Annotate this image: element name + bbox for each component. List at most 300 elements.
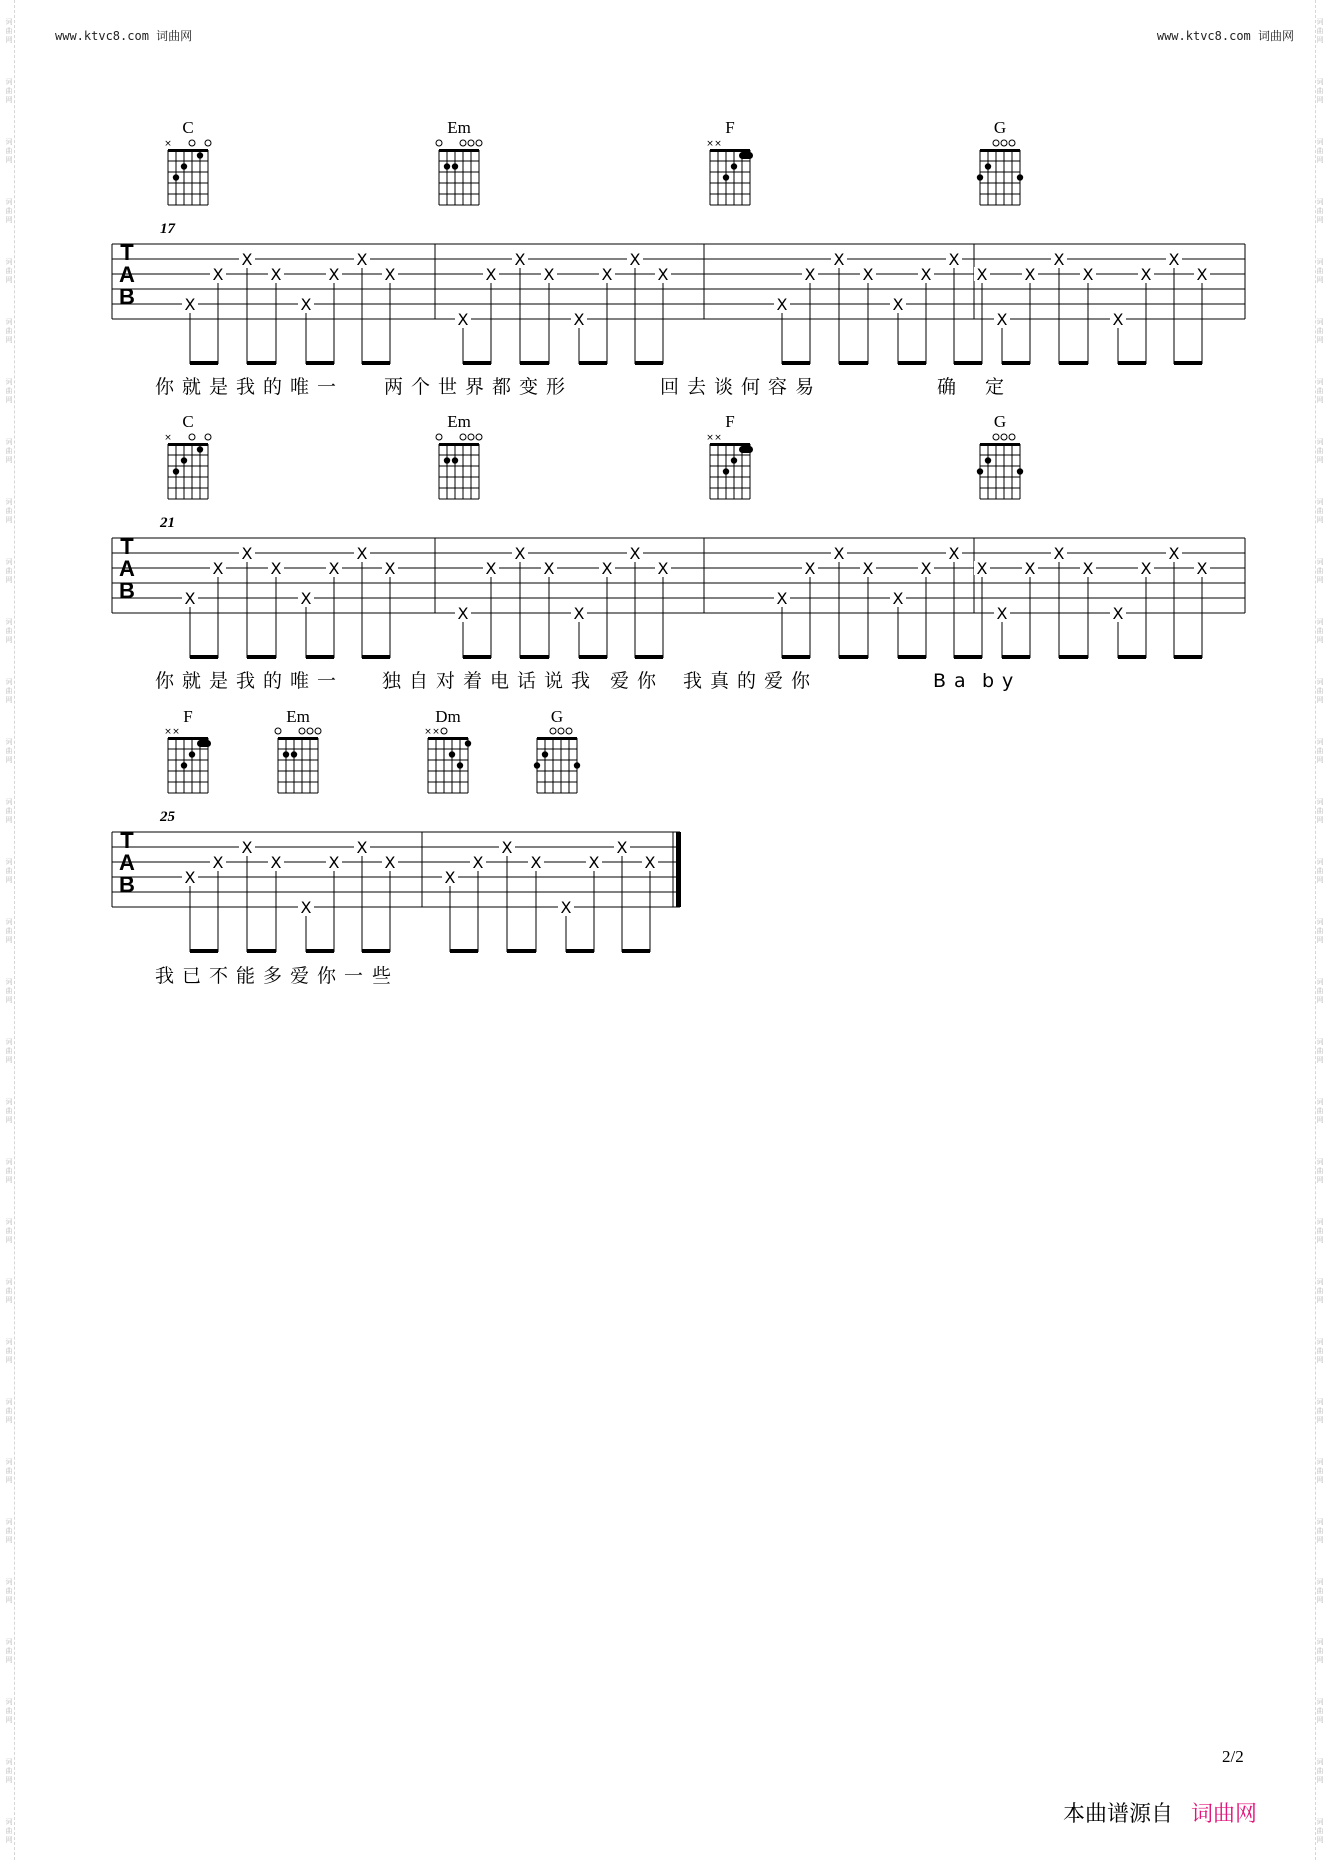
chord-mute-marker: × — [706, 433, 714, 443]
tab-note: X — [1112, 310, 1124, 329]
chord-finger-dot — [542, 751, 548, 757]
chord-open-marker — [275, 728, 281, 734]
chord-finger-dot — [977, 174, 983, 180]
watermark-text: 词 曲 网 — [5, 378, 13, 404]
eighth-beam — [1059, 361, 1088, 365]
watermark-text: 词 曲 网 — [1316, 1758, 1324, 1784]
chord-finger-dot — [189, 751, 195, 757]
chord-open-marker — [476, 140, 482, 146]
lyric-text: 两个世界都变形 — [384, 376, 574, 398]
watermark-text: 词 曲 网 — [5, 78, 13, 104]
source-credit — [1063, 1797, 1257, 1828]
lyric-text: 我已不能多爱你一 — [155, 965, 372, 987]
tab-clef-letter: A — [119, 850, 135, 875]
chord-open-marker — [566, 728, 572, 734]
watermark-text: 词 曲 网 — [5, 738, 13, 764]
tab-note: X — [457, 604, 469, 623]
watermark-text: 词 曲 网 — [1316, 1278, 1324, 1304]
eighth-beam — [566, 949, 594, 953]
eighth-beam — [507, 949, 536, 953]
tab-note: X — [1112, 604, 1124, 623]
watermark-text: 词 曲 网 — [5, 1278, 13, 1304]
eighth-beam — [579, 655, 607, 659]
measure-number: 17 — [160, 221, 175, 237]
tab-note: X — [948, 544, 960, 563]
chord-name: F — [725, 412, 735, 431]
tab-note: X — [356, 838, 368, 857]
eighth-beam — [1118, 655, 1146, 659]
eighth-beam — [635, 361, 663, 365]
tab-note: X — [1168, 544, 1180, 563]
tab-note: X — [485, 559, 497, 578]
tab-note: X — [1196, 265, 1208, 284]
watermark-text: 词 曲 网 — [1316, 918, 1324, 944]
tab-note: X — [356, 544, 368, 563]
eighth-beam — [782, 655, 810, 659]
chord-open-marker — [460, 434, 466, 440]
lyric-text: 回去谈何容易 — [660, 376, 823, 398]
watermark-text: 词 曲 网 — [1316, 258, 1324, 284]
tab-note: X — [241, 250, 253, 269]
eighth-beam — [1118, 361, 1146, 365]
watermark-text: 词 曲 网 — [5, 318, 13, 344]
chord-nut — [710, 149, 750, 152]
chord-name: F — [725, 118, 735, 137]
tab-note: X — [629, 544, 641, 563]
tab-note: X — [212, 853, 224, 872]
chord-open-marker — [993, 140, 999, 146]
eighth-beam — [954, 655, 982, 659]
watermark-text: 词 曲 网 — [5, 1038, 13, 1064]
chord-finger-dot — [173, 174, 179, 180]
watermark-text: 词 曲 网 — [5, 1158, 13, 1184]
watermark-text: 词 曲 网 — [1316, 138, 1324, 164]
chord-finger-dot — [1017, 468, 1023, 474]
lyric-text: 你就是我的唯一 — [155, 670, 345, 692]
chord-finger-dot — [291, 751, 297, 757]
watermark-text: 词 曲 网 — [5, 1818, 13, 1844]
chord-open-marker — [1009, 434, 1015, 440]
tab-note: X — [1168, 250, 1180, 269]
tab-note: X — [892, 589, 904, 608]
eighth-beam — [463, 655, 491, 659]
tab-clef-letter: B — [119, 578, 135, 603]
eighth-beam — [622, 949, 650, 953]
watermark-text: 词 曲 网 — [5, 1338, 13, 1364]
tab-note: X — [920, 265, 932, 284]
eighth-beam — [463, 361, 491, 365]
eighth-beam — [898, 655, 926, 659]
tab-clef-letter: A — [119, 556, 135, 581]
chord-nut — [980, 443, 1020, 446]
watermark-text: 词 曲 网 — [1316, 318, 1324, 344]
eighth-beam — [362, 949, 390, 953]
final-thick-barline — [676, 832, 681, 907]
tab-note: X — [300, 589, 312, 608]
chord-open-marker — [1009, 140, 1015, 146]
tab-note: X — [241, 544, 253, 563]
watermark-text: 词 曲 网 — [5, 1638, 13, 1664]
chord-open-marker — [205, 140, 211, 146]
watermark-text: 词 曲 网 — [1316, 18, 1324, 44]
chord-name: G — [550, 707, 564, 726]
chord-open-marker — [993, 434, 999, 440]
watermark-text: 词 曲 网 — [1316, 798, 1324, 824]
chord-name: G — [993, 412, 1007, 431]
lyric-text: 独自对着电话说我 — [382, 670, 599, 692]
eighth-beam — [1174, 655, 1202, 659]
tab-note: X — [1053, 250, 1065, 269]
chord-open-marker — [189, 140, 195, 146]
chord-finger-dot — [457, 762, 463, 768]
chord-mute-marker: × — [432, 727, 440, 737]
chord-nut — [439, 149, 479, 152]
chord-nut — [428, 737, 468, 740]
watermark-text: 词 曲 网 — [5, 678, 13, 704]
tab-note: X — [833, 250, 845, 269]
chord-mute-marker: × — [714, 139, 722, 149]
chord-finger-dot — [977, 468, 983, 474]
measure-number: 21 — [160, 515, 175, 531]
tab-note: X — [444, 868, 456, 887]
eighth-beam — [1002, 655, 1030, 659]
chord-finger-dot — [1017, 174, 1023, 180]
eighth-beam — [306, 361, 334, 365]
tab-note: X — [996, 310, 1008, 329]
chord-mute-marker: × — [164, 433, 172, 443]
watermark-text: 词 曲 网 — [5, 1218, 13, 1244]
watermark-text: 词 曲 网 — [5, 1098, 13, 1124]
tab-note: X — [184, 295, 196, 314]
chord-name: F — [183, 707, 193, 726]
chord-finger-dot — [283, 751, 289, 757]
tab-note: X — [1196, 559, 1208, 578]
chord-mute-marker: × — [172, 727, 180, 737]
tab-note: X — [560, 898, 572, 917]
chord-finger-dot — [574, 762, 580, 768]
eighth-beam — [1174, 361, 1202, 365]
chord-nut — [168, 737, 208, 740]
tab-note: X — [270, 265, 282, 284]
tab-note: X — [601, 559, 613, 578]
chord-finger-dot — [197, 446, 203, 452]
eighth-beam — [247, 361, 276, 365]
chord-finger-dot — [731, 457, 737, 463]
watermark-text: 词 曲 网 — [5, 1698, 13, 1724]
chord-nut — [278, 737, 318, 740]
tab-note: X — [976, 559, 988, 578]
tab-note: X — [601, 265, 613, 284]
eighth-beam — [450, 949, 478, 953]
watermark-text: 词 曲 网 — [1316, 378, 1324, 404]
tab-note: X — [1024, 559, 1036, 578]
chord-nut — [710, 443, 750, 446]
lyric-text: 定 — [985, 376, 1013, 398]
chord-finger-dot — [181, 457, 187, 463]
chord-name: G — [993, 118, 1007, 137]
chord-barre — [739, 152, 753, 159]
chord-finger-dot — [452, 457, 458, 463]
chord-barre — [197, 740, 211, 747]
tab-note: X — [300, 295, 312, 314]
chord-mute-marker: × — [164, 139, 172, 149]
watermark-text: 词 曲 网 — [1316, 678, 1324, 704]
chord-open-marker — [1001, 434, 1007, 440]
chord-mute-marker: × — [706, 139, 714, 149]
chord-name: Dm — [435, 707, 461, 726]
watermark-text: 词 曲 网 — [1316, 1398, 1324, 1424]
tab-note: X — [804, 265, 816, 284]
watermark-text: 词 曲 网 — [5, 1518, 13, 1544]
chord-finger-dot — [985, 457, 991, 463]
watermark-text: 词 曲 网 — [1316, 1578, 1324, 1604]
tab-note: X — [212, 265, 224, 284]
chord-finger-dot — [181, 762, 187, 768]
watermark-text: 词 曲 网 — [5, 1398, 13, 1424]
tab-note: X — [300, 898, 312, 917]
watermark-text: 词 曲 网 — [1316, 78, 1324, 104]
tab-note: X — [270, 853, 282, 872]
watermark-text: 词 曲 网 — [5, 438, 13, 464]
tab-note: X — [384, 853, 396, 872]
tab-note: X — [1053, 544, 1065, 563]
watermark-text: 词 曲 网 — [5, 498, 13, 524]
chord-nut — [439, 443, 479, 446]
chord-finger-dot — [173, 468, 179, 474]
tab-clef-letter: T — [120, 240, 134, 265]
watermark-text: 词 曲 网 — [5, 798, 13, 824]
tab-note: X — [1140, 559, 1152, 578]
tab-note: X — [241, 838, 253, 857]
tab-clef-letter: B — [119, 284, 135, 309]
chord-finger-dot — [534, 762, 540, 768]
tab-note: X — [184, 868, 196, 887]
lyric-text: by — [982, 670, 1022, 692]
chord-finger-dot — [723, 468, 729, 474]
tab-note: X — [948, 250, 960, 269]
chord-name: Em — [447, 118, 471, 137]
watermark-text: 词 曲 网 — [5, 198, 13, 224]
eighth-beam — [839, 655, 868, 659]
tab-note: X — [588, 853, 600, 872]
tab-clef-letter: B — [119, 872, 135, 897]
chord-open-marker — [436, 434, 442, 440]
tab-note: X — [212, 559, 224, 578]
tab-note: X — [833, 544, 845, 563]
chord-open-marker — [441, 728, 447, 734]
eighth-beam — [362, 361, 390, 365]
chord-open-marker — [1001, 140, 1007, 146]
chord-finger-dot — [723, 174, 729, 180]
eighth-beam — [954, 361, 982, 365]
watermark-text: 词 曲 网 — [1316, 1518, 1324, 1544]
chord-open-marker — [468, 140, 474, 146]
eighth-beam — [190, 361, 218, 365]
chord-mute-marker: × — [714, 433, 722, 443]
watermark-text: 词 曲 网 — [1316, 438, 1324, 464]
header-site-left[interactable]: www.ktvc8.com 词曲网 — [55, 29, 193, 43]
tab-note: X — [892, 295, 904, 314]
chord-name: C — [182, 412, 194, 431]
tab-note: X — [485, 265, 497, 284]
watermark-text: 词 曲 网 — [1316, 1638, 1324, 1664]
eighth-beam — [520, 361, 549, 365]
watermark-text: 词 曲 网 — [5, 618, 13, 644]
tab-note: X — [573, 310, 585, 329]
chord-finger-dot — [444, 163, 450, 169]
eighth-beam — [190, 655, 218, 659]
watermark-text: 词 曲 网 — [5, 858, 13, 884]
tab-note: X — [501, 838, 513, 857]
eighth-beam — [190, 949, 218, 953]
watermark-text: 词 曲 网 — [5, 918, 13, 944]
watermark-text: 词 曲 网 — [5, 258, 13, 284]
watermark-text: 词 曲 网 — [1316, 1338, 1324, 1364]
eighth-beam — [898, 361, 926, 365]
tab-clef-letter: T — [120, 534, 134, 559]
eighth-beam — [362, 655, 390, 659]
eighth-beam — [520, 655, 549, 659]
tab-note: X — [384, 559, 396, 578]
eighth-beam — [306, 655, 334, 659]
eighth-beam — [1002, 361, 1030, 365]
chord-open-marker — [476, 434, 482, 440]
lyric-text: 我真的爱你 — [683, 670, 819, 692]
tab-note: X — [862, 265, 874, 284]
tab-note: X — [629, 250, 641, 269]
watermark-text: 词 曲 网 — [1316, 198, 1324, 224]
chord-mute-marker: × — [164, 727, 172, 737]
watermark-text: 词 曲 网 — [5, 1458, 13, 1484]
chord-nut — [168, 149, 208, 152]
watermark-text: 词 曲 网 — [5, 558, 13, 584]
chord-finger-dot — [444, 457, 450, 463]
tab-note: X — [356, 250, 368, 269]
chord-open-marker — [189, 434, 195, 440]
page-number: 2/2 — [1222, 1747, 1244, 1766]
chord-finger-dot — [449, 751, 455, 757]
chord-nut — [537, 737, 577, 740]
chord-name: Em — [286, 707, 310, 726]
chord-open-marker — [315, 728, 321, 734]
tab-note: X — [976, 265, 988, 284]
tab-note: X — [573, 604, 585, 623]
tab-note: X — [1082, 559, 1094, 578]
watermark-text: 词 曲 网 — [1316, 1158, 1324, 1184]
watermark-text: 词 曲 网 — [5, 138, 13, 164]
tab-note: X — [514, 544, 526, 563]
tab-note: X — [270, 559, 282, 578]
eighth-beam — [839, 361, 868, 365]
tab-note: X — [920, 559, 932, 578]
watermark-text: 词 曲 网 — [1316, 1698, 1324, 1724]
chord-finger-dot — [731, 163, 737, 169]
source-brand-link[interactable]: 词曲网 — [1191, 1802, 1258, 1827]
lyric-text: Ba — [933, 670, 974, 692]
chord-finger-dot — [465, 740, 471, 746]
chord-finger-dot — [452, 163, 458, 169]
chord-open-marker — [550, 728, 556, 734]
chord-open-marker — [205, 434, 211, 440]
eighth-beam — [782, 361, 810, 365]
watermark-text: 词 曲 网 — [1316, 858, 1324, 884]
chord-open-marker — [558, 728, 564, 734]
chord-name: C — [182, 118, 194, 137]
watermark-text: 词 曲 网 — [1316, 738, 1324, 764]
chord-open-marker — [299, 728, 305, 734]
tab-note: X — [384, 265, 396, 284]
lyric-text: 确 — [937, 376, 965, 398]
tab-note: X — [514, 250, 526, 269]
measure-number: 25 — [160, 809, 175, 825]
tab-note: X — [657, 559, 669, 578]
watermark-text: 词 曲 网 — [1316, 1038, 1324, 1064]
tab-clef-letter: A — [119, 262, 135, 287]
header-site-right[interactable]: www.ktvc8.com 词曲网 — [1156, 29, 1294, 43]
watermark-text: 词 曲 网 — [5, 978, 13, 1004]
tab-note: X — [1082, 265, 1094, 284]
chord-finger-dot — [181, 163, 187, 169]
chord-name: Em — [447, 412, 471, 431]
chord-nut — [980, 149, 1020, 152]
watermark-text: 词 曲 网 — [1316, 498, 1324, 524]
tab-note: X — [543, 265, 555, 284]
lyric-text: 些 — [372, 965, 400, 987]
watermark-text: 词 曲 网 — [1316, 1218, 1324, 1244]
eighth-beam — [247, 655, 276, 659]
watermark-text: 词 曲 网 — [1316, 1818, 1324, 1844]
tab-note: X — [996, 604, 1008, 623]
eighth-beam — [579, 361, 607, 365]
chord-open-marker — [460, 140, 466, 146]
watermark-text: 词 曲 网 — [1316, 618, 1324, 644]
chord-open-marker — [307, 728, 313, 734]
source-label: 本曲谱源自 — [1063, 1802, 1174, 1827]
eighth-beam — [1059, 655, 1088, 659]
tab-note: X — [1140, 265, 1152, 284]
chord-nut — [168, 443, 208, 446]
watermark-text: 词 曲 网 — [1316, 1098, 1324, 1124]
chord-finger-dot — [197, 152, 203, 158]
tab-note: X — [184, 589, 196, 608]
chord-barre — [739, 446, 753, 453]
chord-finger-dot — [985, 163, 991, 169]
tab-note: X — [776, 589, 788, 608]
tab-note: X — [472, 853, 484, 872]
watermark-text: 词 曲 网 — [1316, 978, 1324, 1004]
lyric-text: 你就是我的唯一 — [155, 376, 345, 398]
tab-note: X — [530, 853, 542, 872]
chord-open-marker — [436, 140, 442, 146]
eighth-beam — [247, 949, 276, 953]
watermark-text: 词 曲 网 — [1316, 1458, 1324, 1484]
eighth-beam — [635, 655, 663, 659]
tab-note: X — [543, 559, 555, 578]
tab-note: X — [457, 310, 469, 329]
watermark-text: 词 曲 网 — [5, 18, 13, 44]
tab-note: X — [328, 559, 340, 578]
chord-mute-marker: × — [424, 727, 432, 737]
lyric-text: 爱你 — [610, 670, 665, 692]
chord-open-marker — [468, 434, 474, 440]
tab-note: X — [1024, 265, 1036, 284]
tab-note: X — [776, 295, 788, 314]
tab-note: X — [804, 559, 816, 578]
tab-clef-letter: T — [120, 828, 134, 853]
tab-note: X — [862, 559, 874, 578]
tab-note: X — [644, 853, 656, 872]
tab-note: X — [328, 265, 340, 284]
